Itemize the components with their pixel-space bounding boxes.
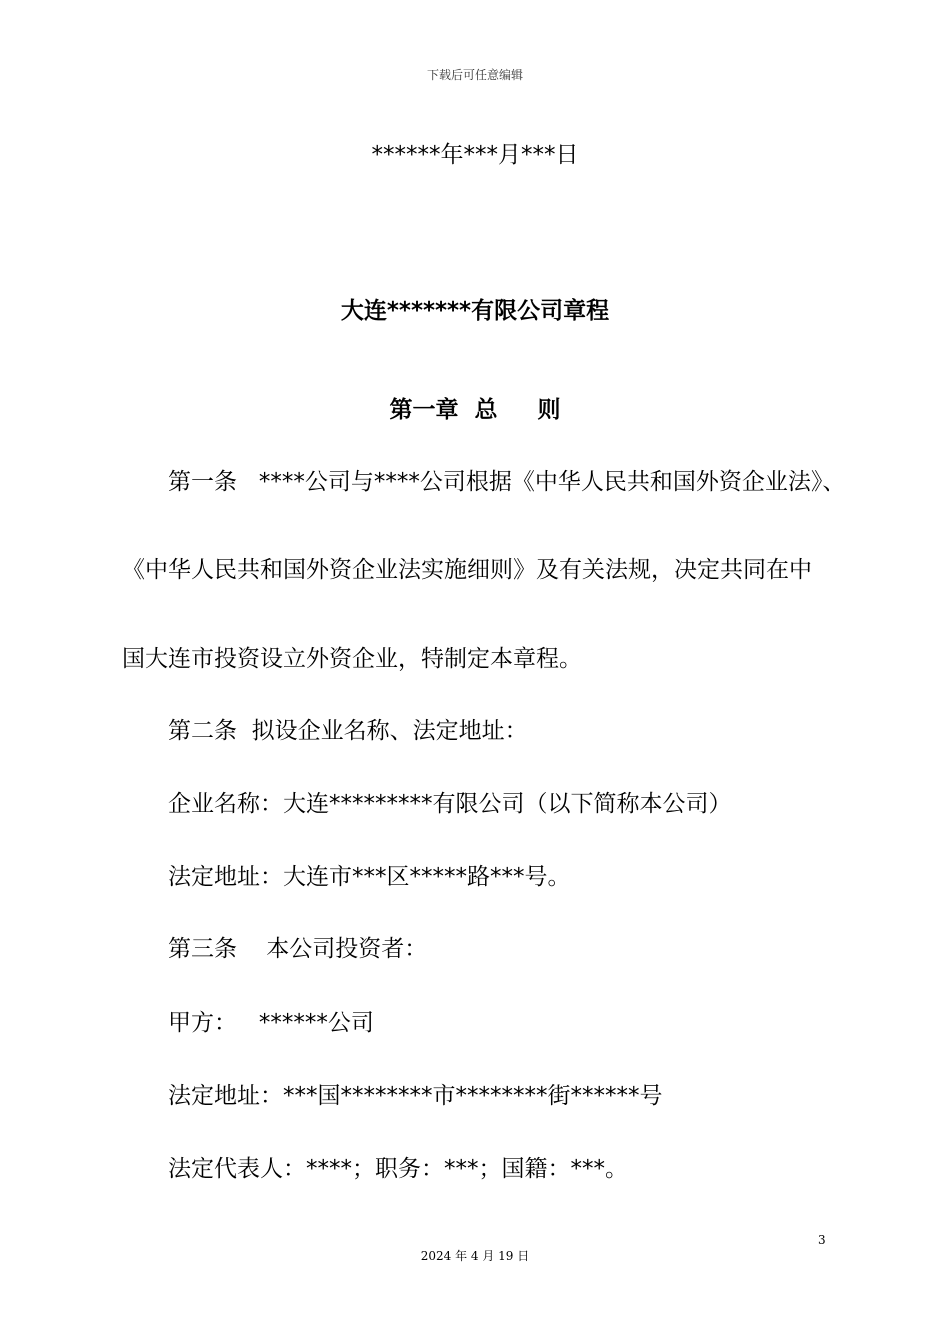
article3-party-a-address: 法定地址：***国********市********街******号 [168, 1083, 663, 1109]
article1-line1: 第一条 ****公司与****公司根据《中华人民共和国外资企业法》、 [168, 469, 846, 495]
article2-heading: 第二条 拟设企业名称、法定地址： [168, 718, 528, 744]
header-note: 下载后可任意编辑 [426, 68, 523, 82]
article1-line2: 《中华人民共和国外资企业法实施细则》及有关法规，决定共同在中 [122, 557, 812, 583]
page-number: 3 [818, 1233, 826, 1247]
article2-address: 法定地址：大连市***区*****路***号。 [168, 864, 571, 890]
chapter-title: 第一章 总 则 [389, 397, 561, 423]
article3-party-a: 甲方： ******公司 [168, 1010, 374, 1036]
document-title: 大连*******有限公司章程 [340, 298, 610, 324]
footer-date: 2024 年 4 月 19 日 [420, 1249, 530, 1263]
document-date-line: ******年***月***日 [371, 142, 579, 168]
article3-heading: 第三条 本公司投资者： [168, 936, 428, 962]
article3-party-a-representative: 法定代表人：****；职务：***；国籍：***。 [168, 1156, 628, 1182]
article1-line3: 国大连市投资设立外资企业，特制定本章程。 [122, 646, 582, 672]
article2-company-name: 企业名称：大连*********有限公司（以下简称本公司） [168, 791, 732, 817]
